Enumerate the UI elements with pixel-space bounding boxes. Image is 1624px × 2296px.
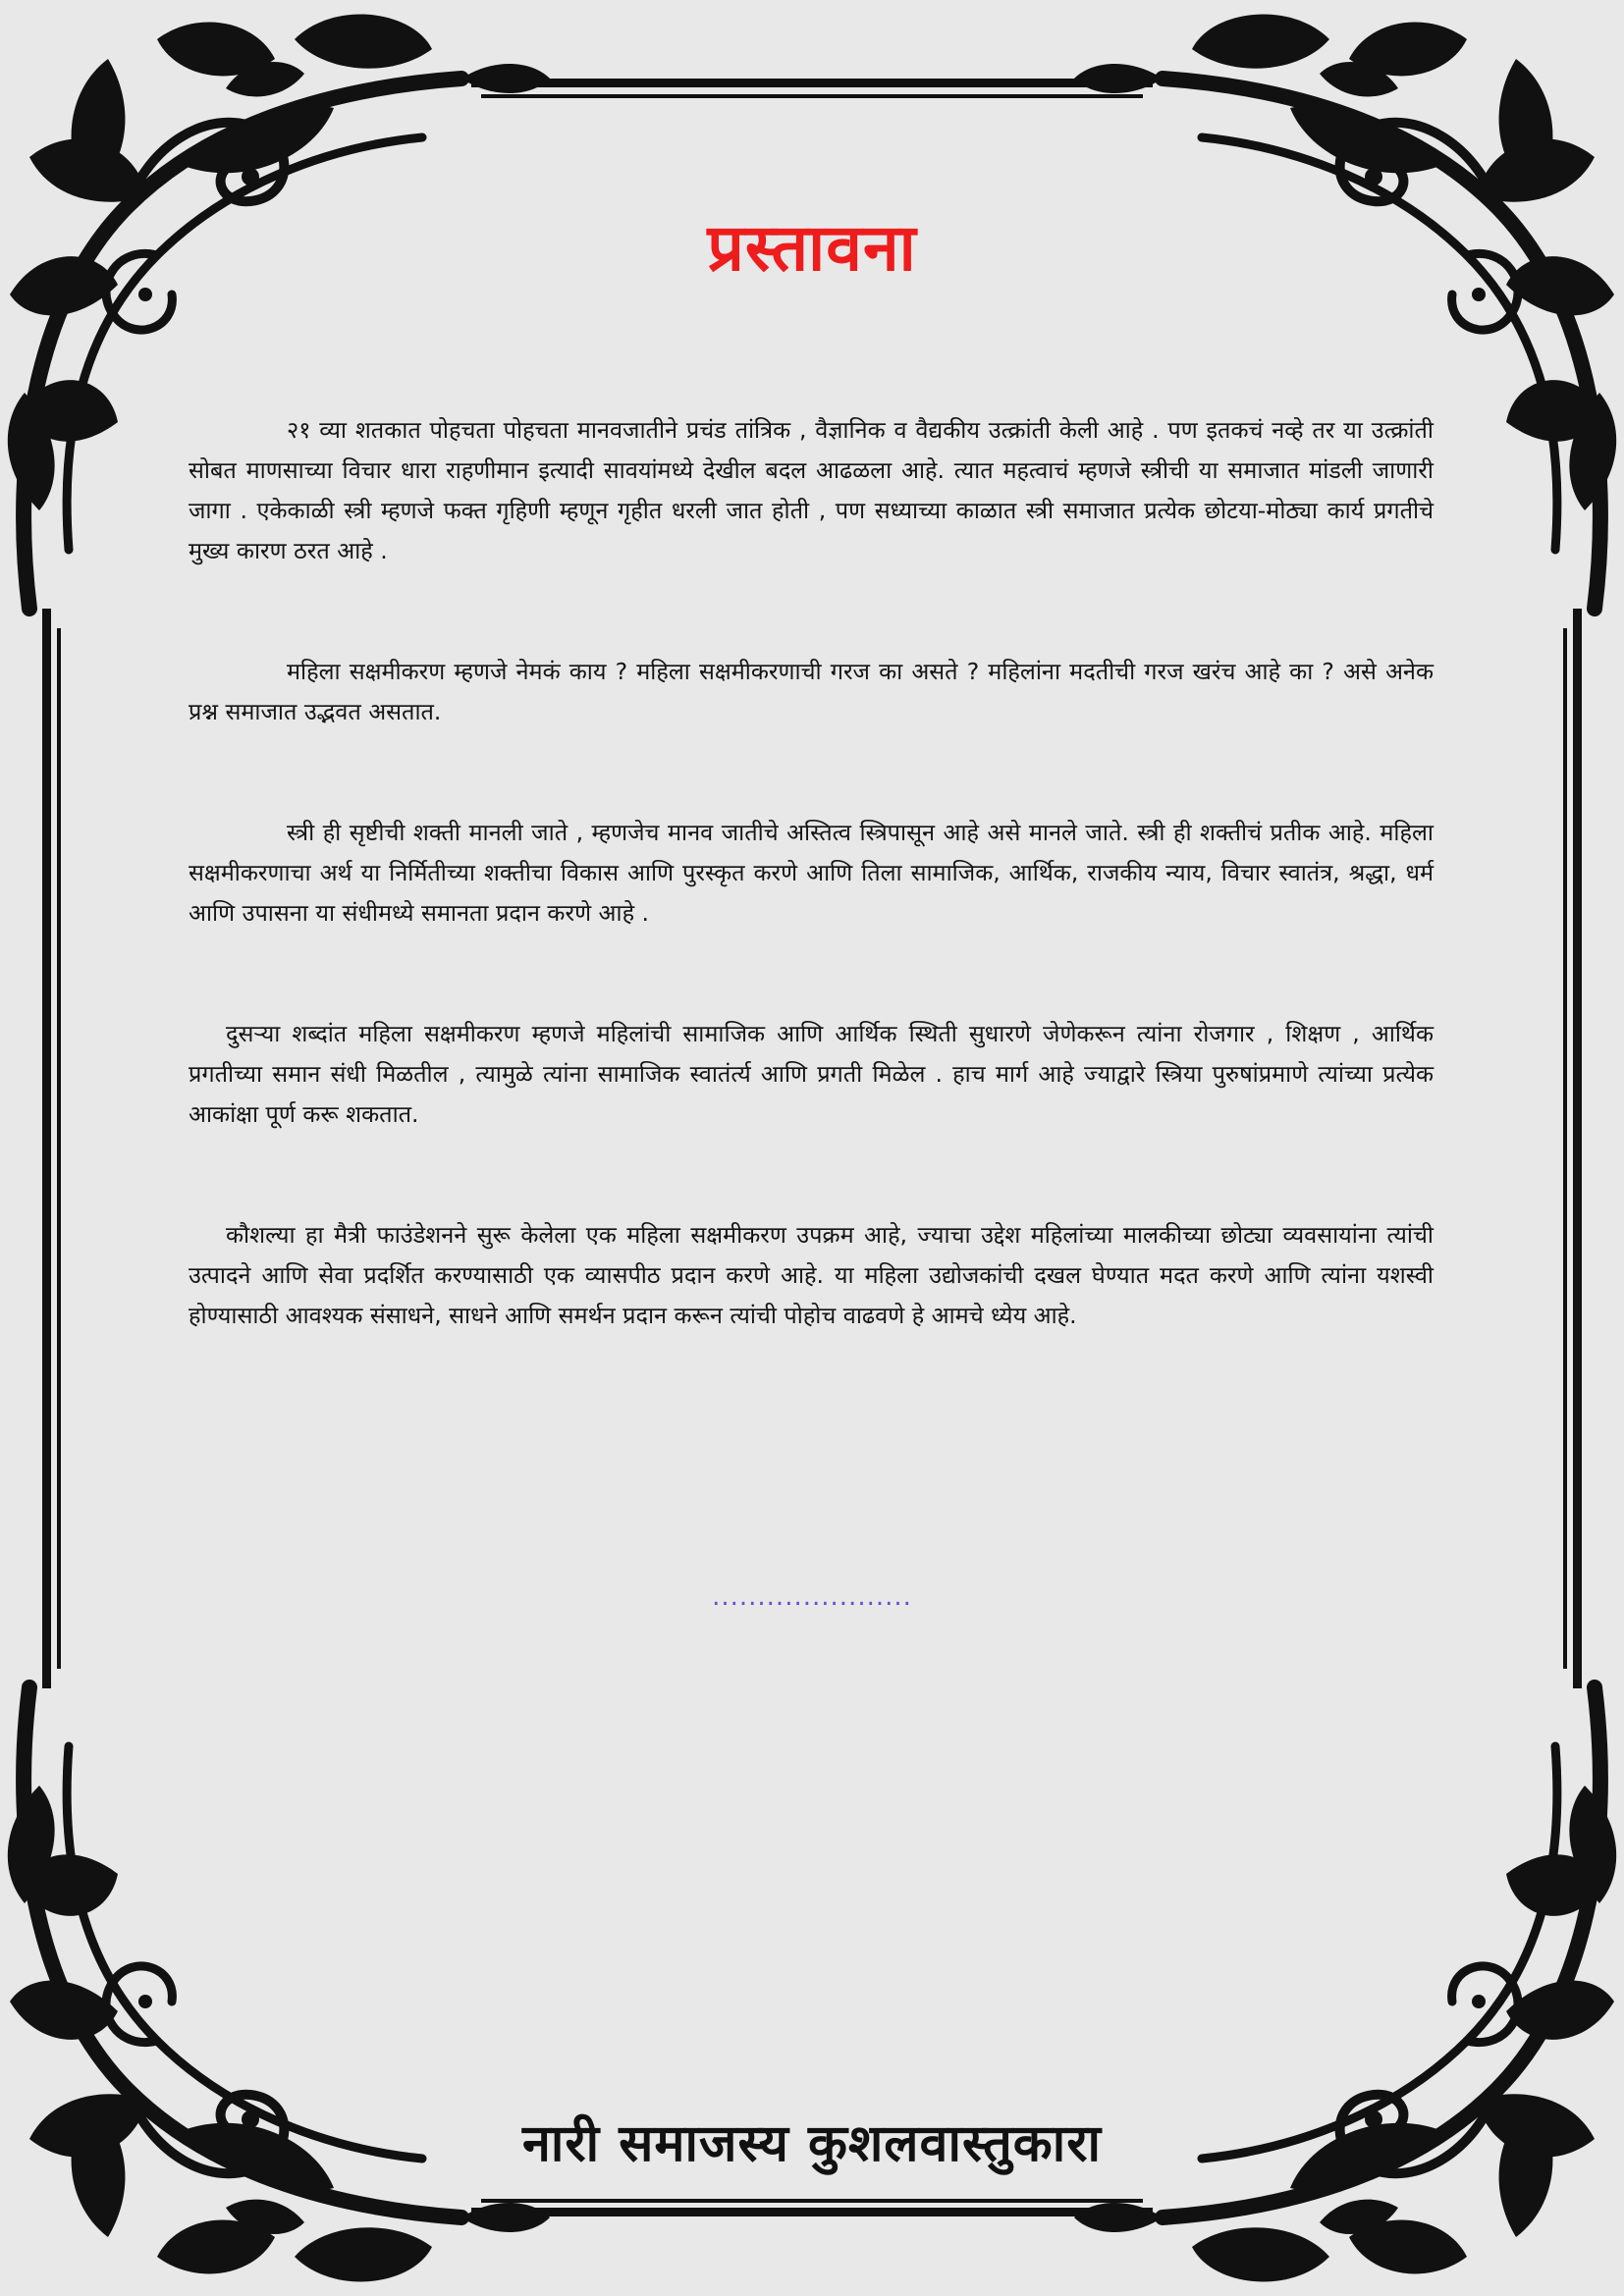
page-title: प्रस्तावना — [707, 210, 917, 286]
paragraph-2: महिला सक्षमीकरण म्हणजे नेमकं काय ? महिला सक्षमीकरणाची गरज का असते ? महिलांना मदतीची गरज खरंच आहे का ? असे अनेक प्रश्न समाजात उद्भवत असतात. — [189, 658, 1434, 725]
paragraph-1: २१ व्या शतकात पोहचता पोहचता मानवजातीने प्रचंड तांत्रिक , वैज्ञानिक व वैद्यकीय उत्क्रांती केली आहे . पण इतकचं नव्हे तर या उत्क्रांती सोबत माणसाच्या विचार धारा राहणीमान इत्यादी सावयांमध्ये देखील बदल आढळला आहे. त्यात महत्वाचं म्हणजे स्त्रीची या समाजात मांडली जाणारी जागा . एकेकाळी स्त्री म्हणजे फक्त गृहिणी म्हणून गृहीत धरली जात होती , पण सध्याच्या काळात स्त्री समाजात प्रत्येक छोटया-मोठ्या कार्य प्रगतीचे मुख्य कारण ठरत आहे . — [189, 416, 1434, 564]
paragraph-3: स्त्री ही सृष्टीची शक्ती मानली जाते , म्हणजेच मानव जातीचे अस्तित्व स्त्रिपासून आहे असे मानले जाते. स्त्री ही शक्तीचं प्रतीक आहे. महिला सक्षमीकरणाचा अर्थ या निर्मितीच्या शक्तीचा विकास आणि पुरस्कृत करणे आणि तिला सामाजिक, आर्थिक, राजकीय न्याय, विचार स्वातंत्र, श्रद्धा, धर्म आणि उपासना या संधीमध्ये समानता प्रदान करणे आहे . — [189, 819, 1434, 927]
paragraph-4: दुसऱ्या शब्दांत महिला सक्षमीकरण म्हणजे महिलांची सामाजिक आणि आर्थिक स्थिती सुधारणे जेणेकरून त्यांना रोजगार , शिक्षण , आर्थिक प्रगतीच्या समान संधी मिळतील , त्यामुळे त्यांना सामाजिक स्वातंर्त्य आणि प्रगती मिळेल . हाच मार्ग आहे ज्याद्वारे स्त्रिया पुरुषांप्रमाणे त्यांच्या प्रत्येक आकांक्षा पूर्ण करू शकतात. — [189, 1020, 1434, 1128]
end-marker: ...................... — [712, 1582, 912, 1612]
footer-title: नारी समाजस्य कुशलवास्तुकारा — [522, 2114, 1102, 2173]
paragraph-5: कौशल्या हा मैत्री फाउंडेशनने सुरू केलेला एक महिला सक्षमीकरण उपक्रम आहे, ज्याचा उद्देश महिलांच्या मालकीच्या छोट्या व्यवसायांना त्यांची उत्पादने आणि सेवा प्रदर्शित करण्यासाठी एक व्यासपीठ प्रदान करणे आहे. या महिला उद्योजकांची दखल घेण्यात मदत करणे आणि त्यांना यशस्वी होण्यासाठी आवश्यक संसाधने, साधने आणि समर्थन प्रदान करून त्यांची पोहोच वाढवणे हे आमचे ध्येय आहे. — [189, 1221, 1434, 1329]
